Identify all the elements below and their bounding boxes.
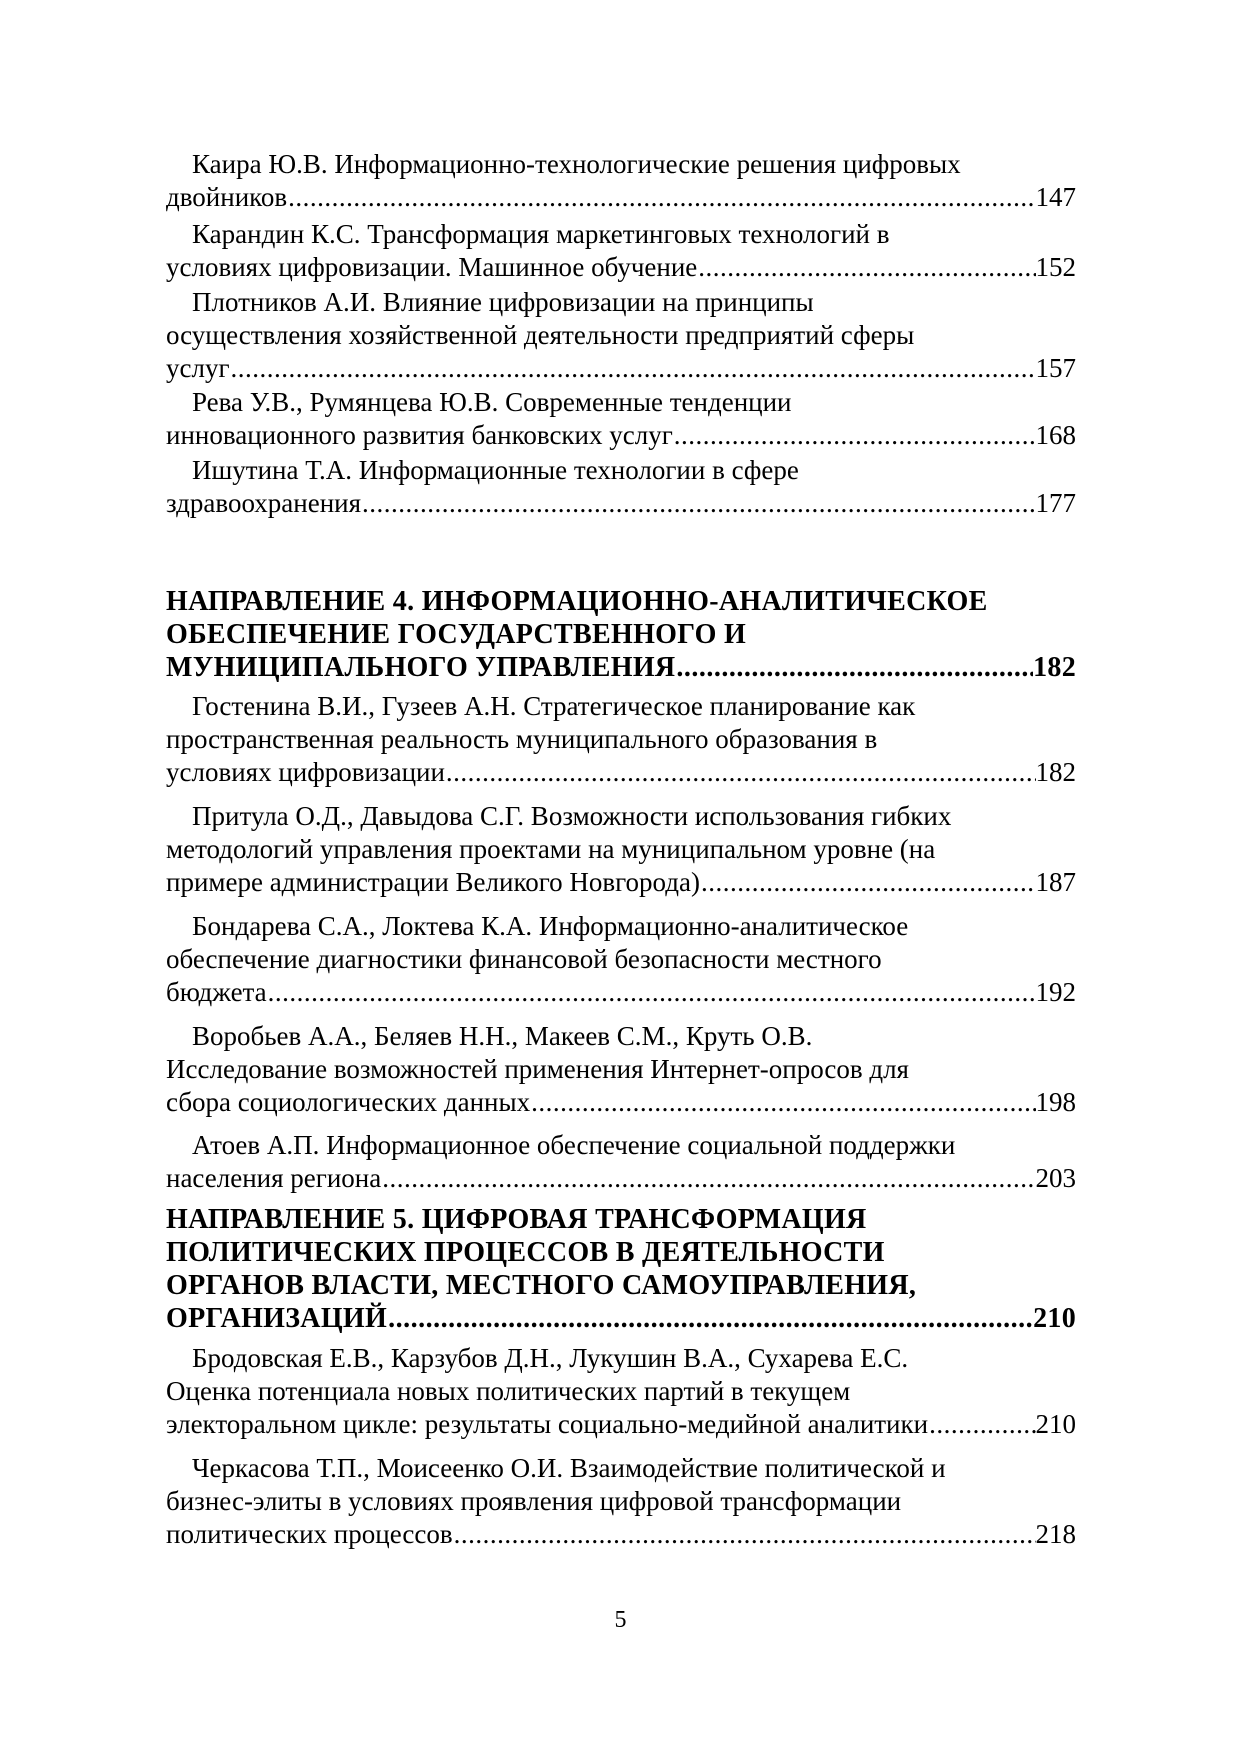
- entry-line: Оценка потенциала новых политических партий в текущем: [166, 1376, 851, 1406]
- entry-line: Притула О.Д., Давыдова С.Г. Возможности использования гибких: [192, 801, 952, 831]
- entry-line: Гостенина В.И., Гузеев А.Н. Стратегическое планирование как: [192, 691, 916, 721]
- page-ref: 168: [1035, 420, 1076, 450]
- entry-line: бюджета: [166, 977, 267, 1007]
- entry-line: Бродовская Е.В., Карзубов Д.Н., Лукушин В.А., Сухарева Е.С.: [192, 1343, 909, 1373]
- toc-entry-vorobyev: [166, 1020, 1076, 1119]
- page-ref: 182: [1033, 652, 1076, 683]
- entry-line: сбора социологических данных: [166, 1087, 531, 1117]
- dot-leader: [361, 487, 1035, 520]
- entry-line: условиях цифровизации. Машинное обучение: [166, 252, 698, 282]
- page-ref: 182: [1035, 757, 1076, 787]
- dot-leader: [928, 1408, 1035, 1441]
- page-ref: 192: [1035, 977, 1076, 1007]
- page-ref: 152: [1035, 252, 1076, 282]
- dot-leader: [445, 756, 1036, 789]
- section-line: ОБЕСПЕЧЕНИЕ ГОСУДАРСТВЕННОГО И: [166, 619, 747, 650]
- entry-line: Карандин К.С. Трансформация маркетинговых технологий в: [192, 219, 890, 249]
- entry-line: Бондарева С.А., Локтева К.А. Информационно-аналитическое: [192, 911, 909, 941]
- entry-line: условиях цифровизации: [166, 757, 445, 787]
- dot-leader: [387, 1302, 1033, 1335]
- toc-entry-reva: [166, 386, 1076, 452]
- entry-line: пространственная реальность муниципального образования в: [166, 724, 878, 754]
- dot-leader: [673, 419, 1036, 452]
- entry-line: услуг: [166, 353, 230, 383]
- page-ref: 210: [1033, 1303, 1076, 1334]
- toc-entry-brodovskaya: [166, 1342, 1076, 1441]
- section-heading-5: [166, 1203, 1076, 1335]
- dot-leader: [230, 352, 1036, 385]
- entry-line: Каира Ю.В. Информационно-технологические решения цифровых: [192, 149, 961, 179]
- entry-line: осуществления хозяйственной деятельности предприятий сферы: [166, 320, 915, 350]
- section-line: НАПРАВЛЕНИЕ 4. ИНФОРМАЦИОННО-АНАЛИТИЧЕСКОЕ: [166, 586, 988, 617]
- dot-leader: [381, 1162, 1035, 1195]
- entry-line: методологий управления проектами на муниципальном уровне (на: [166, 834, 936, 864]
- toc-entry-kaira: [166, 148, 1076, 214]
- entry-line: Черкасова Т.П., Моисеенко О.И. Взаимодействие политической и: [192, 1453, 946, 1483]
- dot-leader: [700, 866, 1036, 899]
- page-ref: 187: [1035, 867, 1076, 897]
- dot-leader: [287, 181, 1035, 214]
- toc-entry-gostenina: [166, 690, 1076, 789]
- section-line: ОРГАНОВ ВЛАСТИ, МЕСТНОГО САМОУПРАВЛЕНИЯ,: [166, 1270, 917, 1301]
- toc-entry-pritula: [166, 800, 1076, 899]
- entry-line: Исследование возможностей применения Интернет-опросов для: [166, 1054, 909, 1084]
- entry-line: населения региона: [166, 1163, 382, 1193]
- page-ref: 147: [1035, 182, 1076, 212]
- entry-line: Рева У.В., Румянцева Ю.В. Современные тенденции: [192, 387, 792, 417]
- entry-line: Плотников А.И. Влияние цифровизации на принципы: [192, 287, 814, 317]
- dot-leader: [530, 1086, 1035, 1119]
- page-ref: 210: [1035, 1409, 1076, 1439]
- entry-line: бизнес-элиты в условиях проявления цифровой трансформации: [166, 1486, 902, 1516]
- dot-leader: [675, 651, 1033, 684]
- entry-line: обеспечение диагностики финансовой безопасности местного: [166, 944, 882, 974]
- section-heading-4: [166, 585, 1076, 684]
- toc-entry-cherkasova: [166, 1452, 1076, 1551]
- section-line: МУНИЦИПАЛЬНОГО УПРАВЛЕНИЯ: [166, 652, 676, 683]
- entry-line: Атоев А.П. Информационное обеспечение социальной поддержки: [192, 1130, 956, 1160]
- page-ref: 198: [1035, 1087, 1076, 1117]
- toc-entry-bondareva: [166, 910, 1076, 1009]
- page-ref: 203: [1035, 1163, 1076, 1193]
- page-ref: 218: [1035, 1519, 1076, 1549]
- entry-line: здравоохранения: [166, 488, 362, 518]
- dot-leader: [267, 976, 1036, 1009]
- entry-line: инновационного развития банковских услуг: [166, 420, 673, 450]
- entry-line: Воробьев А.А., Беляев Н.Н., Макеев С.М., Круть О.В.: [192, 1021, 813, 1051]
- page-number: 5: [614, 1607, 627, 1633]
- section-line: ПОЛИТИЧЕСКИХ ПРОЦЕССОВ В ДЕЯТЕЛЬНОСТИ: [166, 1237, 885, 1268]
- entry-line: электоральном цикле: результаты социально-медийной аналитики: [166, 1409, 929, 1439]
- section-line: НАПРАВЛЕНИЕ 5. ЦИФРОВАЯ ТРАНСФОРМАЦИЯ: [166, 1204, 867, 1235]
- toc-entry-karandin: [166, 218, 1076, 284]
- entry-line: двойников: [166, 182, 288, 212]
- toc-entry-atoev: [166, 1129, 1076, 1195]
- toc-entry-plotnikov: [166, 286, 1076, 385]
- toc-entry-ishutina: [166, 454, 1076, 520]
- section-line: ОРГАНИЗАЦИЙ: [166, 1303, 388, 1334]
- dot-leader: [697, 251, 1035, 284]
- entry-line: политических процессов: [166, 1519, 453, 1549]
- entry-line: Ишутина Т.А. Информационные технологии в сфере: [192, 455, 799, 485]
- page-ref: 177: [1035, 488, 1076, 518]
- dot-leader: [453, 1518, 1036, 1551]
- entry-line: примере администрации Великого Новгорода): [166, 867, 700, 897]
- page-ref: 157: [1035, 353, 1076, 383]
